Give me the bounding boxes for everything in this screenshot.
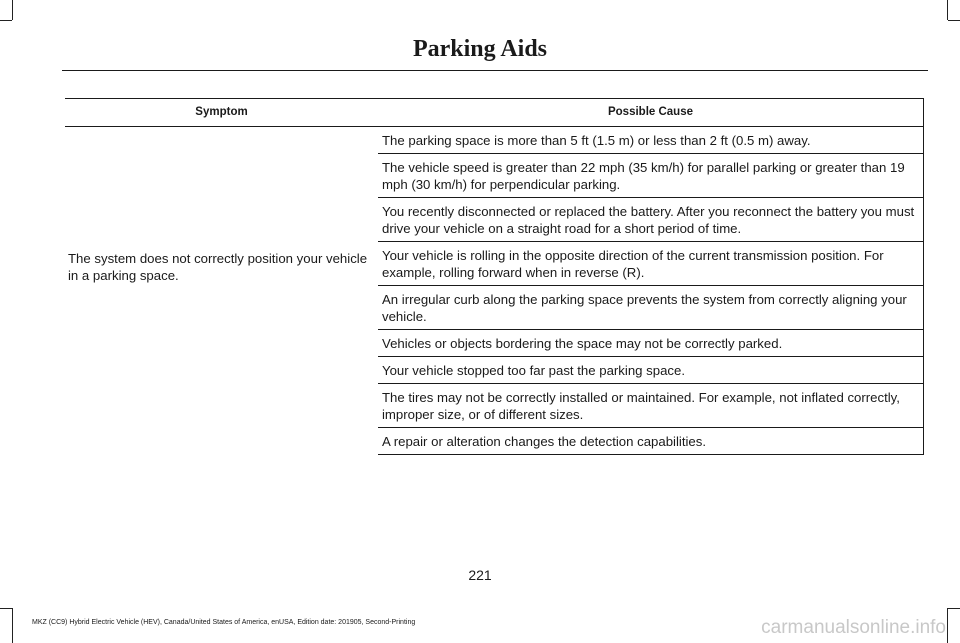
title-rule: [62, 70, 928, 71]
cause-text: The tires may not be correctly installed or maintained. For example, not inflated correctly, improper size, or of different sizes.: [382, 390, 900, 422]
symptom-text: The system does not correctly position your vehicle in a parking space.: [68, 250, 368, 283]
crop-mark-top-right-v: [947, 0, 948, 20]
symptom-cell-empty: [65, 127, 378, 242]
watermark-link[interactable]: carmanualsonline.info: [761, 617, 946, 638]
symptom-cause-table: [65, 98, 924, 455]
cause-cell: [378, 357, 924, 384]
crop-mark-top-left-v: [12, 0, 13, 20]
header-possible-cause: Possible Cause: [378, 99, 924, 127]
cause-cell: [378, 127, 924, 154]
cause-text: Vehicles or objects bordering the space may not be correctly parked.: [382, 336, 783, 351]
crop-mark-bottom-right-h: [948, 608, 960, 609]
crop-mark-bottom-left-h: [0, 608, 12, 609]
table-row: [65, 242, 924, 286]
crop-mark-bottom-left-v: [12, 608, 13, 643]
symptom-cell: [65, 242, 378, 455]
cause-cell: [378, 198, 924, 242]
cause-text: Your vehicle is rolling in the opposite direction of the current transmission position. For example, rolling forward when in reverse (R).: [382, 248, 884, 280]
header-symptom: Symptom: [65, 99, 378, 127]
cause-text: An irregular curb along the parking space prevents the system from correctly aligning your vehicle.: [382, 292, 907, 324]
crop-mark-bottom-right-v: [947, 608, 948, 643]
crop-mark-top-right-h: [948, 20, 960, 21]
cause-cell: [378, 242, 924, 286]
cause-cell: [378, 330, 924, 357]
table-header-row: [65, 99, 924, 127]
table-row: [65, 127, 924, 154]
cause-text: The vehicle speed is greater than 22 mph (35 km/h) for parallel parking or greater than 19 mph (30 km/h) for perpendicular parking.: [382, 160, 905, 192]
cause-cell: [378, 286, 924, 330]
cause-cell: [378, 428, 924, 455]
cause-text: You recently disconnected or replaced the battery. After you reconnect the battery you must drive your vehicle on a straight road for a short period of time.: [382, 204, 915, 236]
crop-mark-top-left-h: [0, 20, 12, 21]
cause-cell: [378, 154, 924, 198]
cause-text: The parking space is more than 5 ft (1.5 m) or less than 2 ft (0.5 m) away.: [382, 133, 811, 148]
symptom-text: [65, 127, 378, 135]
page-title: Parking Aids: [412, 36, 548, 62]
cause-cell: [378, 384, 924, 428]
footer-doc-info: MKZ (CC9) Hybrid Electric Vehicle (HEV), Canada/United States of America, enUSA, Edition date: 201905, Second-Printing: [32, 619, 416, 626]
cause-text: Your vehicle stopped too far past the parking space.: [382, 363, 686, 378]
cause-text: A repair or alteration changes the detection capabilities.: [382, 434, 707, 449]
page-number: 221: [468, 567, 492, 583]
